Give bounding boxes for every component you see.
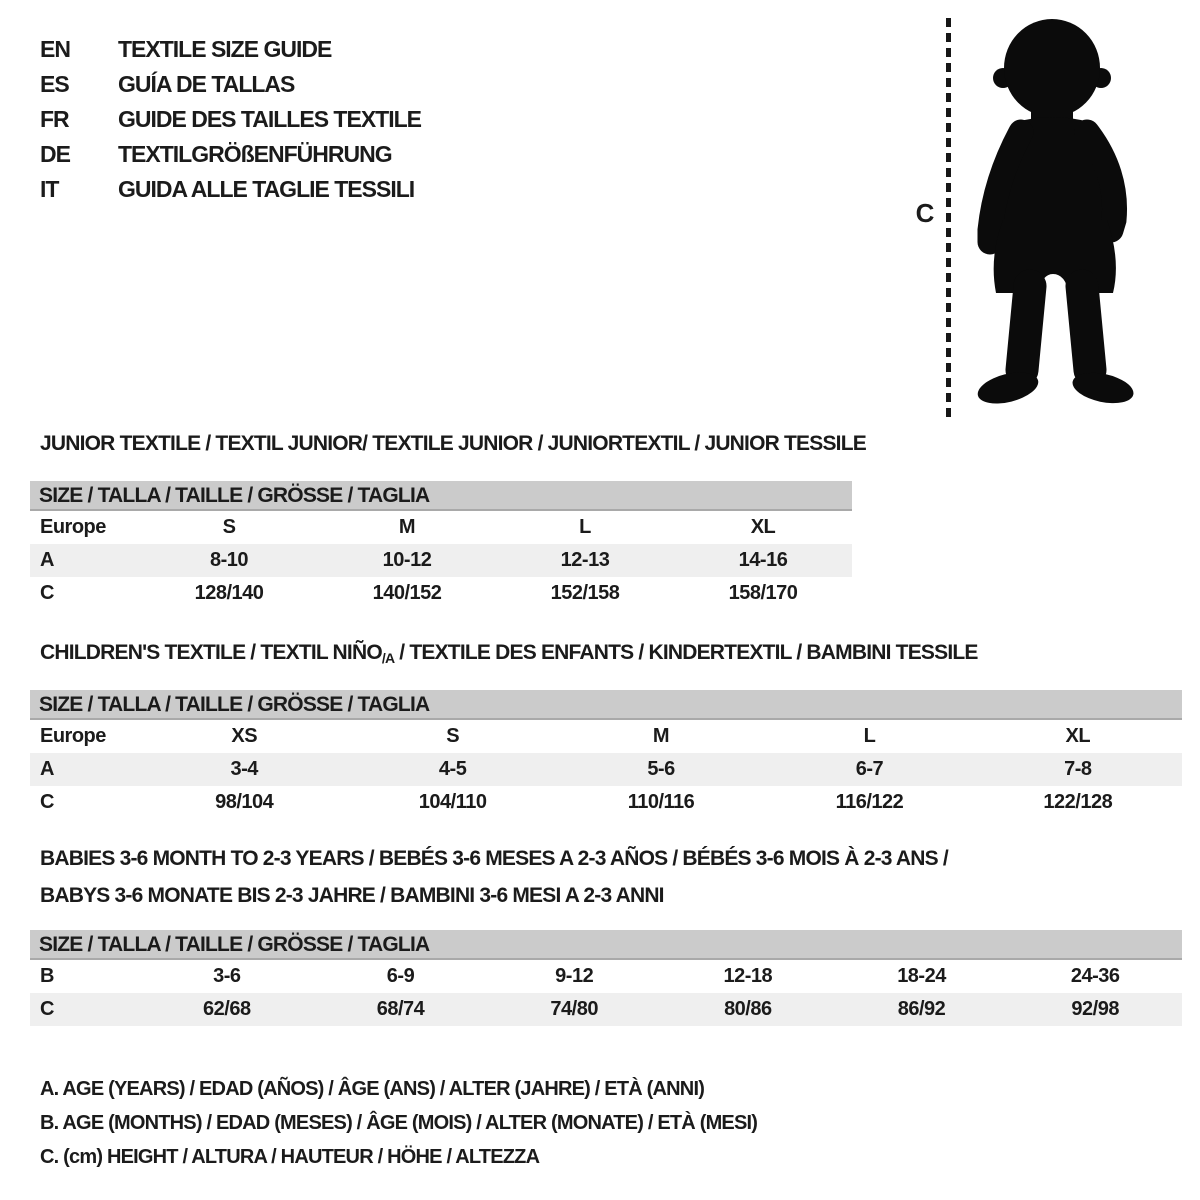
babies-section-title-line1: BABIES 3-6 MONTH TO 2-3 YEARS / BEBÉS 3-6 MESES A 2-3 AÑOS / BÉBÉS 3-6 MOIS À 2-3 ANS / <box>40 847 948 870</box>
height-cell: 158/170 <box>728 582 798 604</box>
children-size-table <box>30 690 1182 819</box>
lang-row-fr <box>40 102 421 137</box>
guide-title-fr: GUIDE DES TAILLES TEXTILE <box>118 106 421 132</box>
lang-code: IT <box>40 176 59 202</box>
size-cell: S <box>222 516 236 538</box>
babies-section-title-line2: BABYS 3-6 MONATE BIS 2-3 JAHRE / BAMBINI 3-6 MESI A 2-3 ANNI <box>40 884 664 907</box>
height-cell: 140/152 <box>372 582 442 604</box>
table-row-europe <box>30 511 852 544</box>
guide-title-es: GUÍA DE TALLAS <box>118 71 295 97</box>
table-row-age-years <box>30 544 852 577</box>
legend-notes <box>40 1072 757 1174</box>
row-label: Europe <box>40 725 106 747</box>
guide-title-it: GUIDA ALLE TAGLIE TESSILI <box>118 176 415 202</box>
height-cell: 62/68 <box>203 998 251 1020</box>
height-cell: 98/104 <box>215 791 274 813</box>
age-cell: 10-12 <box>382 549 432 571</box>
lang-code: ES <box>40 71 69 97</box>
age-cell: 12-18 <box>723 965 773 987</box>
table-row-height <box>30 786 1182 819</box>
age-cell: 3-6 <box>213 965 241 987</box>
row-label: C <box>40 791 54 813</box>
table-row-height <box>30 993 1182 1026</box>
row-label: B <box>40 965 54 987</box>
age-cell: 8-10 <box>209 549 249 571</box>
row-label: Europe <box>40 516 106 538</box>
guide-title-en: TEXTILE SIZE GUIDE <box>118 36 332 62</box>
height-cell: 92/98 <box>1071 998 1119 1020</box>
toddler-silhouette <box>963 16 1145 418</box>
lang-row-it <box>40 172 421 207</box>
junior-size-table <box>30 481 852 610</box>
row-label: A <box>40 758 54 780</box>
guide-title-de: TEXTILGRÖßENFÜHRUNG <box>118 141 392 167</box>
height-cell: 104/110 <box>418 791 487 813</box>
age-cell: 24-36 <box>1070 965 1120 987</box>
height-cell: 122/128 <box>1043 791 1113 813</box>
size-cell: L <box>863 725 876 747</box>
children-size-header-bar: SIZE / TALLA / TAILLE / GRÖSSE / TAGLIA <box>30 690 1182 720</box>
age-cell: 3-4 <box>230 758 258 780</box>
children-title-part2: / TEXTILE DES ENFANTS / KINDERTEXTIL / BAMBINI TESSILE <box>394 641 978 664</box>
height-cell: 80/86 <box>724 998 772 1020</box>
children-title-part1: CHILDREN'S TEXTILE / TEXTIL NIÑO <box>40 641 382 664</box>
lang-code: FR <box>40 106 69 132</box>
size-cell: M <box>398 516 416 538</box>
height-cell: 116/122 <box>835 791 904 813</box>
lang-row-en <box>40 32 421 67</box>
height-cell: 74/80 <box>550 998 598 1020</box>
junior-section-title: JUNIOR TEXTILE / TEXTIL JUNIOR/ TEXTILE JUNIOR / JUNIORTEXTIL / JUNIOR TESSILE <box>40 432 866 455</box>
age-cell: 12-13 <box>560 549 610 571</box>
height-cell: 110/116 <box>627 791 695 813</box>
children-title-sub: /A <box>381 650 395 666</box>
table-row-age-months <box>30 960 1182 993</box>
lang-code: DE <box>40 141 70 167</box>
lang-row-de <box>40 137 421 172</box>
age-cell: 18-24 <box>897 965 946 987</box>
size-cell: XL <box>1065 725 1091 747</box>
lang-row-es <box>40 67 421 102</box>
height-cell: 68/74 <box>376 998 425 1020</box>
language-title-block <box>40 32 421 207</box>
age-cell: 6-7 <box>855 758 884 780</box>
height-cell: 128/140 <box>194 582 264 604</box>
lang-code: EN <box>40 36 70 62</box>
row-label: A <box>40 549 54 571</box>
height-dashed-line <box>946 18 951 418</box>
size-cell: S <box>446 725 460 747</box>
age-cell: 4-5 <box>438 758 467 780</box>
age-cell: 5-6 <box>647 758 675 780</box>
age-cell: 14-16 <box>738 549 788 571</box>
age-cell: 9-12 <box>555 965 594 987</box>
size-cell: M <box>652 725 670 747</box>
height-cell: 86/92 <box>897 998 946 1020</box>
size-cell: L <box>579 516 591 538</box>
note-age-months: B. AGE (MONTHS) / EDAD (MESES) / ÂGE (MOIS) / ALTER (MONATE) / ETÀ (MESI) <box>40 1112 758 1134</box>
table-row-height <box>30 577 852 610</box>
note-age-years: A. AGE (YEARS) / EDAD (AÑOS) / ÂGE (ANS) / ALTER (JAHRE) / ETÀ (ANNI) <box>40 1078 705 1100</box>
table-row-europe <box>30 720 1182 753</box>
children-section-title <box>40 641 978 666</box>
row-label: C <box>40 582 54 604</box>
age-cell: 7-8 <box>1064 758 1092 780</box>
height-measure-label: C <box>915 198 935 228</box>
size-cell: XS <box>231 725 258 747</box>
height-cell: 152/158 <box>550 582 620 604</box>
row-label: C <box>40 998 54 1020</box>
size-cell: XL <box>750 516 776 538</box>
age-cell: 6-9 <box>386 965 415 987</box>
table-row-age-years <box>30 753 1182 786</box>
babies-size-table <box>30 930 1182 1026</box>
junior-size-header-bar: SIZE / TALLA / TAILLE / GRÖSSE / TAGLIA <box>30 481 852 511</box>
babies-size-header-bar: SIZE / TALLA / TAILLE / GRÖSSE / TAGLIA <box>30 930 1182 960</box>
note-height-cm: C. (cm) HEIGHT / ALTURA / HAUTEUR / HÖHE / ALTEZZA <box>40 1146 540 1168</box>
